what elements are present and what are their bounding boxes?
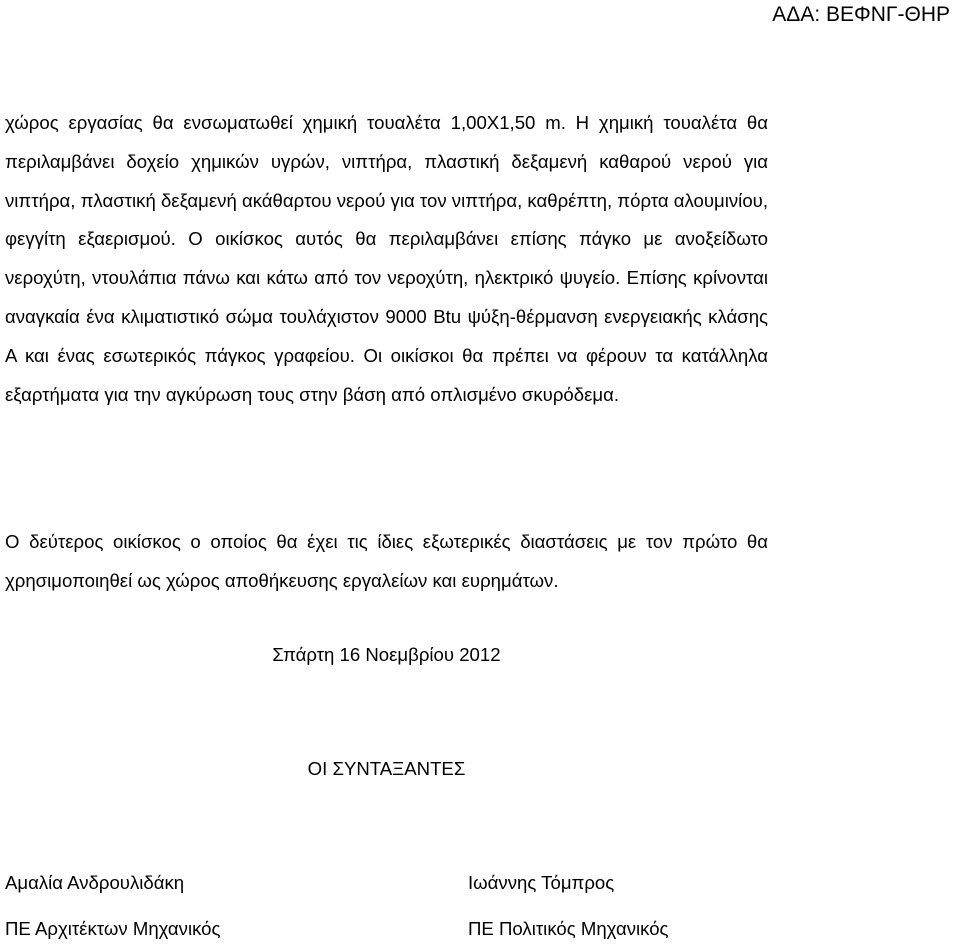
signer-block-2 bbox=[468, 860, 669, 952]
signer-title: ΠΕ Πολιτικός Μηχανικός bbox=[468, 918, 669, 939]
body-paragraph-1: χώρος εργασίας θα ενσωματωθεί χημική τουαλέτα 1,00Χ1,50 m. Η χημική τουαλέτα θα περιλαμβάνει δοχείο χημικών υγρών, νιπτήρα, πλαστική δεξαμενή καθαρού νερού για νιπτήρα, πλαστική δεξαμενή ακάθαρτου νερού για τον νιπτήρα, καθρέπτη, πόρτα αλουμινίου, φεγγίτη εξαερισμού. Ο οικίσκος αυτός θα περιλαμβάνει επίσης πάγκο με ανοξείδωτο νεροχύτη, ντουλάπια πάνω και κάτω από τον νεροχύτη, ηλεκτρικό ψυγείο. Επίσης κρίνονται αναγκαία ένα κλιματιστικό σώμα τουλάχιστον 9000 Btu ψύξη-θέρμανση ενεργειακής κλάσης Α και ένας εσωτερικός πάγκος γραφείου. Οι οικίσκοι θα πρέπει να φέρουν τα κατάλληλα εξαρτήματα για την αγκύρωση τους στην βάση από οπλισμένο σκυρόδεμα. bbox=[5, 112, 768, 405]
ada-code: ΑΔΑ: ΒΕΦΝΓ-ΘΗΡ bbox=[772, 3, 950, 26]
signer-name: Αμαλία Ανδρουλιδάκη bbox=[5, 872, 185, 893]
place-date: Σπάρτη 16 Νοεμβρίου 2012 bbox=[272, 644, 501, 665]
signer-name: Ιωάννης Τόμπρος bbox=[468, 872, 615, 893]
signers-heading: ΟΙ ΣΥΝΤΑΞΑΝΤΕΣ bbox=[307, 758, 466, 779]
signer-title: ΠΕ Αρχιτέκτων Μηχανικός bbox=[5, 918, 221, 939]
body-paragraph-2: Ο δεύτερος οικίσκος ο οποίος θα έχει τις ίδιες εξωτερικές διαστάσεις με τον πρώτο θα χρησιμοποιηθεί ως χώρος αποθήκευσης εργαλείων και ευρημάτων. bbox=[5, 531, 768, 591]
signer-block-1 bbox=[5, 860, 220, 952]
